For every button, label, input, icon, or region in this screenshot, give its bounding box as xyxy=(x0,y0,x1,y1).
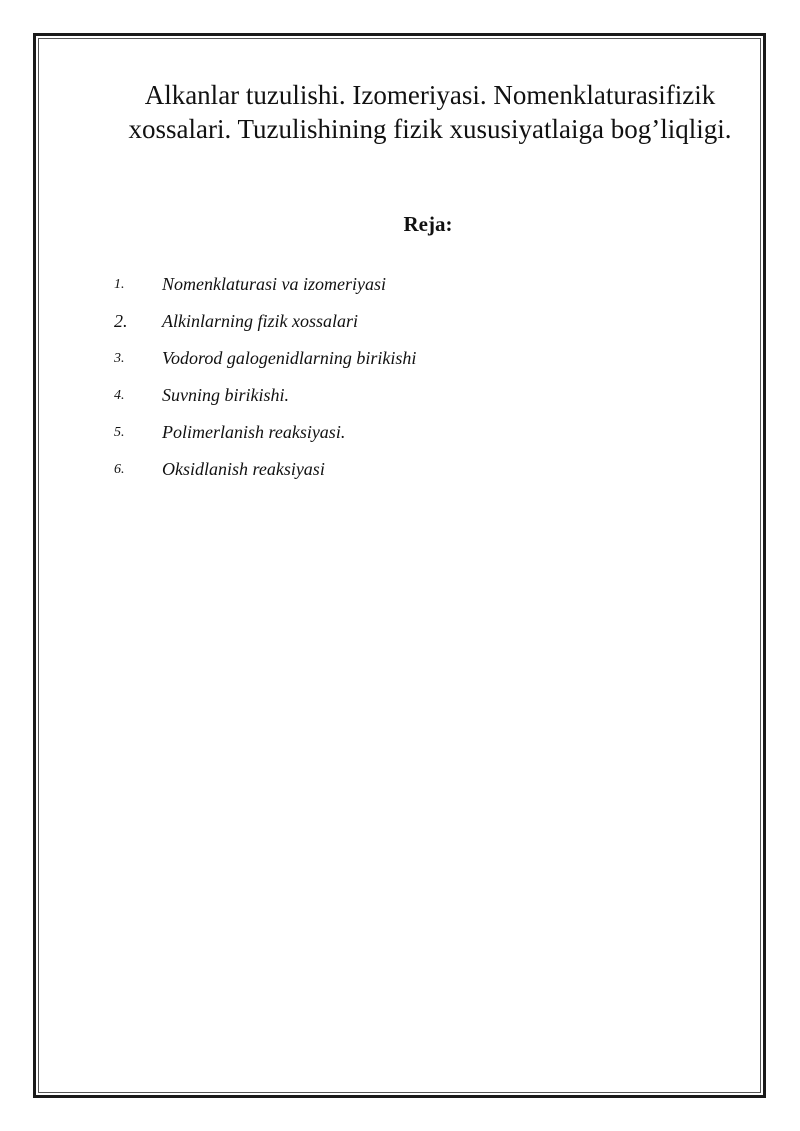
plan-item-text: Nomenklaturasi va izomeriyasi xyxy=(162,274,386,294)
plan-item xyxy=(114,340,416,377)
page-border xyxy=(33,33,766,1098)
plan-item-text: Oksidlanish reaksiyasi xyxy=(162,459,325,479)
plan-item-number: 4. xyxy=(114,387,125,403)
plan-item-number: 6. xyxy=(114,461,125,477)
plan-item xyxy=(114,451,416,488)
plan-item-text: Suvning birikishi. xyxy=(162,385,289,405)
plan-item-number: 5. xyxy=(114,424,125,440)
document-title: Alkanlar tuzulishi. Izomeriyasi. Nomenklaturasifizik xossalari. Tuzulishining fizik xususiyatlaiga bog’liqligi. xyxy=(128,80,732,144)
plan-item-number: 3. xyxy=(114,350,125,366)
plan-item-number: 2. xyxy=(114,311,128,331)
plan-item xyxy=(114,266,416,303)
plan-item xyxy=(114,414,416,451)
plan-item-number: 1. xyxy=(114,276,125,292)
plan-item-text: Polimerlanish reaksiyasi. xyxy=(162,422,346,442)
plan-heading: Reja: xyxy=(403,212,453,236)
plan-item xyxy=(114,377,416,414)
plan-item-text: Vodorod galogenidlarning birikishi xyxy=(162,348,417,368)
plan-item-text: Alkinlarning fizik xossalari xyxy=(162,311,358,331)
plan-item xyxy=(114,303,416,340)
plan-list xyxy=(114,266,416,488)
